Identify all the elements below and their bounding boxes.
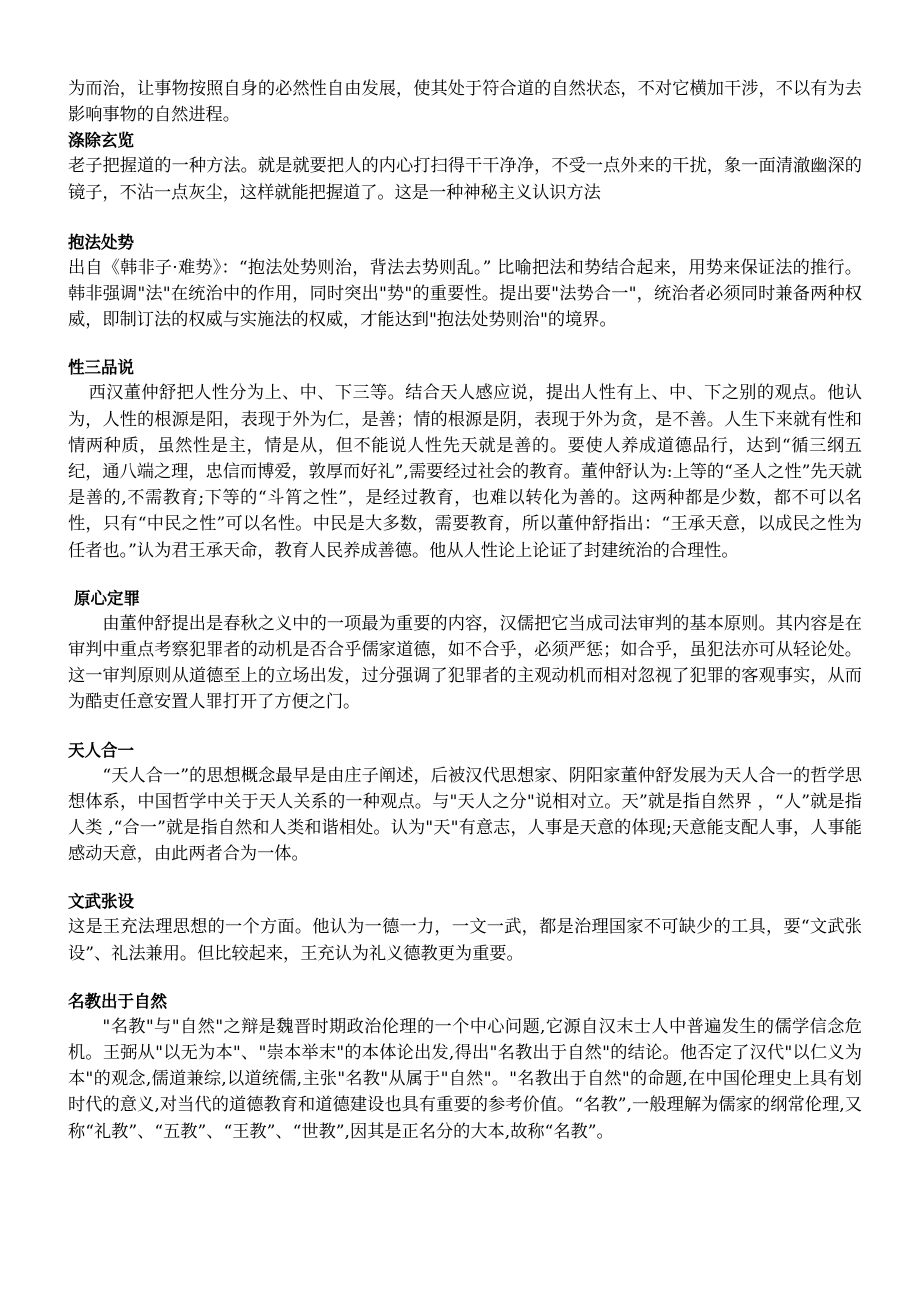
- section-title-yuanxin-dingzui: 原心定罪: [74, 588, 140, 608]
- section-title-wenwu-zhangshe: 文武张设: [68, 892, 134, 912]
- section-title-dichu-xuanlan: 涤除玄览: [68, 131, 134, 151]
- section-title-baofa-chushi: 抱法处势: [68, 232, 134, 252]
- section-body-xing-sanpin: 西汉董仲舒把人性分为上、中、下三等。结合天人感应说，提出人性有上、中、下之别的观点。他认为，人性的根源是阳，表现于外为仁，是善；情的根源是阴，表现于外为贪，是不善。人生下来就有性和情两种质，虽然性是主，情是从，但不能说人性先天就是善的。要使人养成道德品行，达到“循三纲五纪，通八端之理，忠信而博爱，敦厚而好礼”,需要经过社会的教育。董仲舒认为:上等的“圣人之性”先天就是善的,不需教育;下等的“斗筲之性”，是经过教育，也难以转化为善的。这两种都是少数，都不可以名性，只有“中民之性”可以名性。中民是大多数，需要教育，所以董仲舒指出：“王承天意，以成民之性为任者也。”认为君王承天命，教育人民养成善德。他从人性论上论证了封建统治的合理性。: [68, 383, 862, 561]
- section-title-tianren-heyi: 天人合一: [68, 740, 134, 760]
- document-page: [68, 76, 862, 1145]
- section-title-mingjiao-ziran: 名教出于自然: [68, 991, 167, 1011]
- section-body-baofa-chushi: 出自《韩非子·难势》：“抱法处势则治，背法去势则乱。” 比喻把法和势结合起来，用势来保证法的推行。韩非强调"法"在统治中的作用，同时突出"势"的重要性。提出要"法势合一"，统治者必须同时兼备两种权威，即制订法的权威与实施法的权威，才能达到"抱法处势则治"的境界。: [68, 257, 862, 331]
- intro-paragraph: 为而治，让事物按照自身的必然性自由发展，使其处于符合道的自然状态，不对它横加干涉，不以有为去影响事物的自然进程。: [68, 79, 862, 126]
- section-title-xing-sanpin: 性三品说: [68, 358, 134, 378]
- section-body-tianren-heyi: “天人合一”的思想概念最早是由庄子阐述，后被汉代思想家、阴阳家董仲舒发展为天人合一的哲学思想体系，中国哲学中关于天人关系的一种观点。与"天人之分"说相对立。天”就是指自然界 ，“人”就是指人类 ,“合一”就是指自然和人类和谐相处。认为"天"有意志，人事是天意的体现;天意能支配人事，人事能感动天意，由此两者合为一体。: [68, 765, 862, 865]
- section-body-wenwu-zhangshe: 这是王充法理思想的一个方面。他认为一德一力，一文一武，都是治理国家不可缺少的工具，要“文武张设”、礼法兼用。但比较起来，王充认为礼义德教更为重要。: [68, 917, 862, 964]
- section-body-dichu-xuanlan: 老子把握道的一种方法。就是就要把人的内心打扫得干干净净，不受一点外来的干扰，象一面清澈幽深的镜子，不沾一点灰尘，这样就能把握道了。这是一种神秘主义认识方法: [68, 156, 862, 203]
- section-body-yuanxin-dingzui: 由董仲舒提出是春秋之义中的一项最为重要的内容，汉儒把它当成司法审判的基本原则。其内容是在审判中重点考察犯罪者的动机是否合乎儒家道德，如不合乎，必须严惩；如合乎，虽犯法亦可从轻论处。这一审判原则从道德至上的立场出发，过分强调了犯罪者的主观动机而相对忽视了犯罪的客观事实，从而为酷吏任意安置人罪打开了方便之门。: [68, 613, 862, 713]
- section-body-mingjiao-ziran: "名教"与"自然"之辩是魏晋时期政治伦理的一个中心问题,它源自汉末士人中普遍发生的儒学信念危机。王弼从"以无为本"、"崇本举末"的本体论出发,得出"名教出于自然"的结论。他否定了汉代"以仁义为本"的观念,儒道兼综,以道统儒,主张"名教"从属于"自然"。"名教出于自然"的命题,在中国伦理史上具有划时代的意义,对当代的道德教育和道德建设也具有重要的参考价值。“名教”,一般理解为儒家的纲常伦理,又称“礼教”、“五教”、“王教”、“世教”,因其是正名分的大本,故称“名教”。: [68, 1016, 862, 1142]
